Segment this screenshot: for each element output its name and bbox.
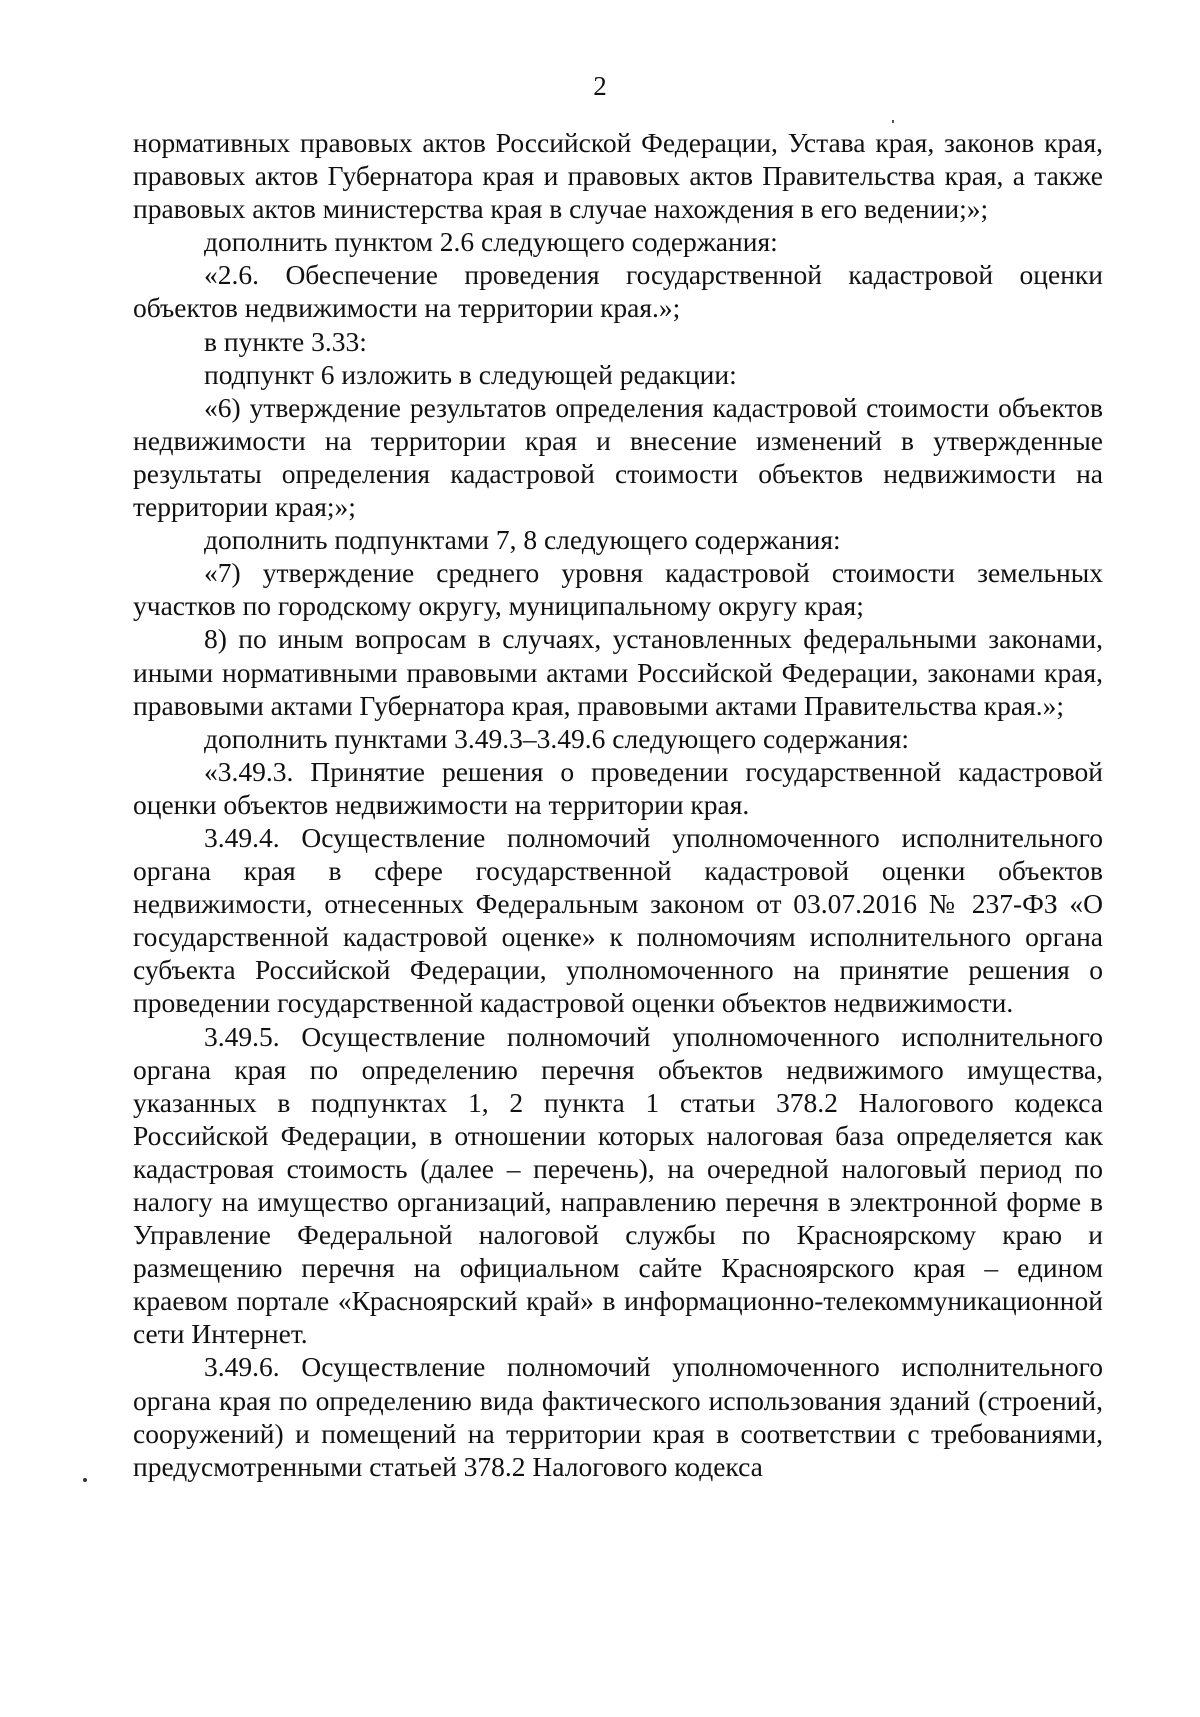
scan-artifact-dot	[83, 1478, 87, 1482]
paragraph-1: нормативных правовых актов Российской Федерации, Устава края, законов края, правовых актов Губернатора края и правовых актов Правительства края, а также правовых актов министерства края в случае нахождения в его ведении;»;	[133, 127, 1103, 225]
paragraph-13: 3.49.5. Осуществление полномочий уполномоченного исполнительного органа края по определению перечня объектов недвижимого имущества, указанных в подпунктах 1, 2 пункта 1 статьи 378.2 Налогового кодекса Российской Федерации, в отношении которых налоговая база определяется как кадастровая стоимость (далее – перечень), на очередной налоговый период по налогу на имущество организаций, направлению перечня в электронной форме в Управление Федеральной налоговой службы по Красноярскому краю и размещению перечня на официальном сайте Красноярского края – едином краевом портале «Красноярский край» в информационно-телекоммуникационной сети Интернет.	[133, 1020, 1103, 1350]
page-number: 2	[593, 71, 607, 101]
paragraph-11: «3.49.3. Принятие решения о проведении государственной кадастровой оценки объектов недвижимости на территории края.	[133, 755, 1103, 820]
paragraph-9: 8) по иным вопросам в случаях, установленных федеральными законами, иными нормативными правовыми актами Российской Федерации, законами края, правовыми актами Губернатора края, правовыми актами Правительства края.»;	[133, 623, 1103, 721]
paragraph-8: «7) утверждение среднего уровня кадастровой стоимости земельных участков по городскому округу, муниципальному округу края;	[133, 557, 1103, 622]
paragraph-14: 3.49.6. Осуществление полномочий уполномоченного исполнительного органа края по определению вида фактического использования зданий (строений, сооружений) и помещений на территории края в соответствии с требованиями, предусмотренными статьей 378.2 Налогового кодекса	[133, 1351, 1103, 1482]
scan-artifact-mark	[892, 120, 894, 123]
paragraph-7: дополнить подпунктами 7, 8 следующего содержания:	[204, 524, 841, 556]
document-body	[133, 126, 1103, 1483]
paragraph-6: «6) утверждение результатов определения кадастровой стоимости объектов недвижимости на территории края и внесение изменений в утвержденные результаты определения кадастровой стоимости объектов недвижимости на территории края;»;	[133, 391, 1103, 523]
paragraph-3: «2.6. Обеспечение проведения государственной кадастровой оценки объектов недвижимости на территории края.»;	[133, 259, 1103, 324]
paragraph-12: 3.49.4. Осуществление полномочий уполномоченного исполнительного органа края в сфере государственной кадастровой оценки объектов недвижимости, отнесенных Федеральным законом от 03.07.2016 № 237-ФЗ «О государственной кадастровой оценке» к полномочиям исполнительного органа субъекта Российской Федерации, уполномоченного на принятие решения о проведении государственной кадастровой оценки объектов недвижимости.	[133, 821, 1103, 1019]
paragraph-2: дополнить пунктом 2.6 следующего содержания:	[204, 226, 778, 258]
paragraph-5: подпункт 6 изложить в следующей редакции:	[204, 358, 737, 390]
paragraph-4: в пункте 3.33:	[204, 325, 367, 357]
paragraph-10: дополнить пунктами 3.49.3–3.49.6 следующего содержания:	[204, 722, 909, 754]
